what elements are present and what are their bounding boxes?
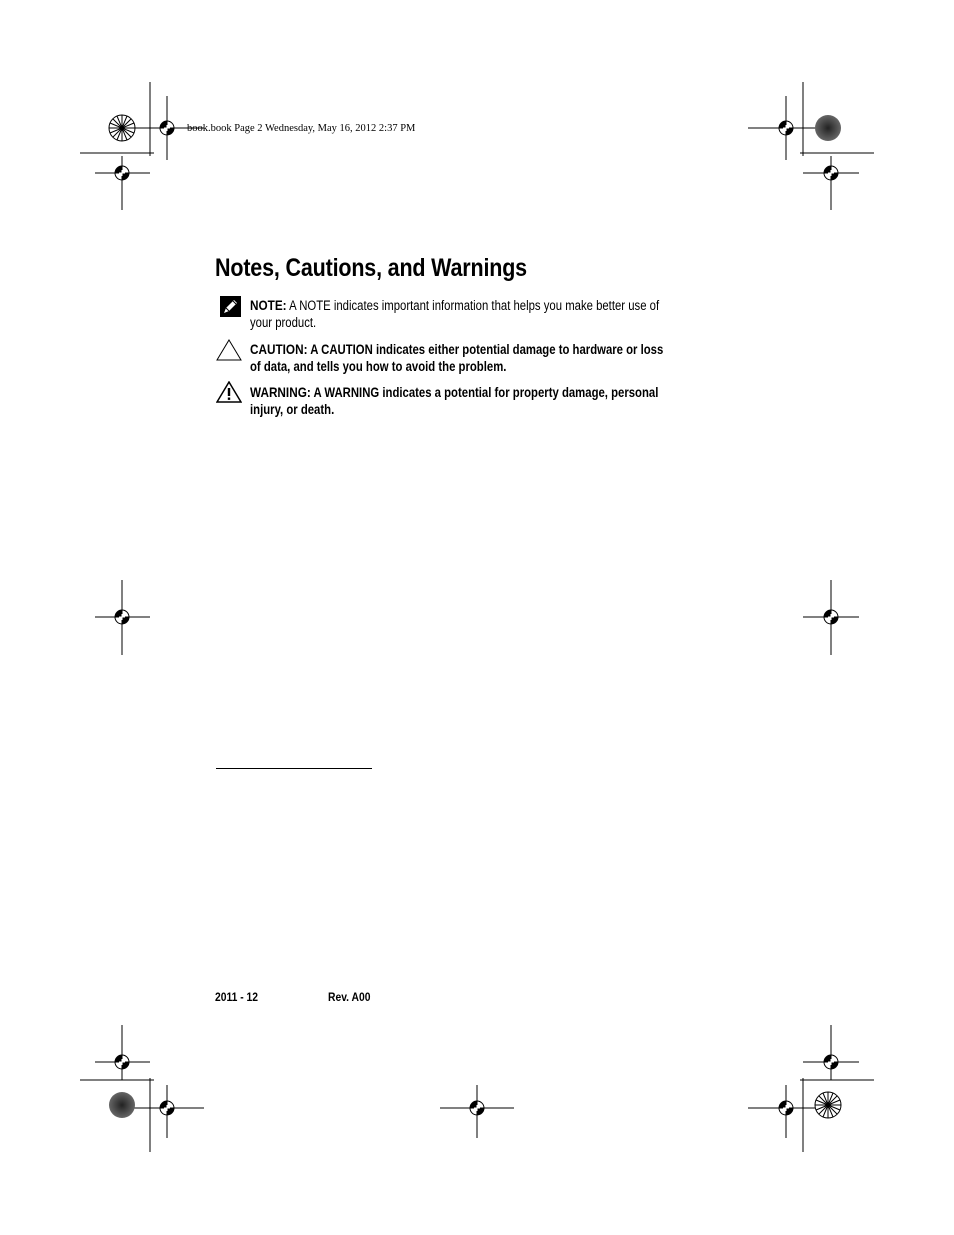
caution-text: A CAUTION indicates either potential damage to hardware or loss of data, and tells you how to avoid the problem. [250, 342, 664, 374]
footer-revision: Rev. A00 [328, 990, 371, 1004]
pencil-note-icon [220, 296, 241, 317]
exclamation-triangle-warning-icon [216, 381, 242, 403]
triangle-caution-icon [216, 339, 242, 361]
caution-label: CAUTION: [250, 341, 308, 357]
running-header: book.book Page 2 Wednesday, May 16, 2012 2:37 PM [187, 123, 416, 134]
warning-notice [250, 384, 670, 418]
note-label: NOTE: [250, 297, 287, 313]
note-notice [250, 297, 670, 331]
warning-text: A WARNING indicates a potential for property damage, personal injury, or death. [250, 385, 659, 417]
footer-date-code: 2011 - 12 [215, 990, 259, 1004]
warning-label: WARNING: [250, 384, 311, 400]
footnote-divider [216, 768, 372, 769]
page-title: Notes, Cautions, and Warnings [215, 254, 527, 282]
note-text: A NOTE indicates important information that helps you make better use of your product. [250, 298, 660, 330]
caution-notice [250, 341, 670, 375]
